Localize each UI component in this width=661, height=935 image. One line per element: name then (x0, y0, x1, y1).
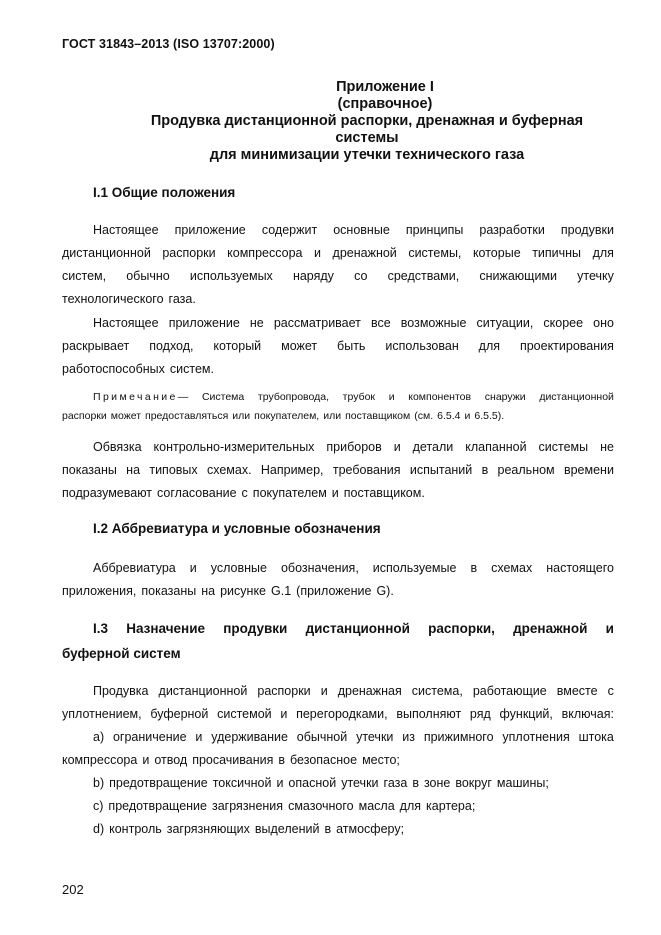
text-line (62, 726, 614, 749)
word: G.1 (271, 584, 292, 598)
word: утечки (356, 730, 394, 744)
text-line (62, 242, 614, 265)
word: буферной (150, 707, 209, 721)
word: приборов (326, 440, 382, 454)
text-line (62, 680, 614, 703)
word: работоспособных (62, 362, 165, 376)
word: поставщиком. (343, 486, 425, 500)
word: трубопровода, (257, 391, 329, 403)
word: разработки (479, 223, 545, 237)
word: времени (563, 463, 614, 477)
word: загрязнения (212, 799, 284, 813)
word: подход, (149, 339, 194, 353)
word: ситуации, (476, 316, 534, 330)
word: опасной (288, 776, 337, 790)
word: зоне (423, 776, 451, 790)
word: загрязняющих (166, 822, 250, 836)
word: в (412, 776, 419, 790)
note-line (62, 388, 614, 407)
word: ограничение (112, 730, 187, 744)
word: место; (362, 753, 400, 767)
word: выделений (254, 822, 320, 836)
word: не (249, 316, 264, 330)
document-header: ГОСТ 31843–2013 (ISO 13707:2000) (62, 37, 275, 51)
word: приложение (168, 316, 240, 330)
word: системы, (408, 246, 462, 260)
word: дистанционной (305, 621, 410, 636)
word: дистанционной (62, 246, 151, 260)
word: содержит (261, 223, 318, 237)
word: согласование (157, 486, 237, 500)
word: показаны (141, 584, 197, 598)
word: не (600, 440, 614, 454)
word: (приложение (296, 584, 372, 598)
paragraph (62, 680, 614, 726)
word: и (605, 621, 614, 636)
word: и (314, 246, 321, 260)
word: требования (332, 463, 401, 477)
word: и (331, 486, 339, 500)
word: может (110, 410, 142, 422)
word: проектирования (519, 339, 614, 353)
word: предоставляться (145, 410, 229, 422)
word: принципы (405, 223, 464, 237)
word: системой (217, 707, 272, 721)
paragraph (62, 557, 614, 603)
annex-name-line2: системы (335, 130, 399, 146)
word: включая: (561, 707, 614, 721)
word: приложения, (62, 584, 137, 598)
word: обычно (126, 269, 170, 283)
word: типичны (532, 246, 582, 260)
word: поставщиком (345, 410, 411, 422)
word: газа. (168, 292, 196, 306)
word: быть (337, 339, 366, 353)
word: обозначения, (280, 561, 359, 575)
annex-name-line1: Продувка дистанционной распорки, дренажная и буферная (150, 113, 584, 129)
word: b) (93, 776, 105, 790)
section-heading-3 (62, 616, 614, 666)
word: показаны (62, 463, 117, 477)
heading-line (62, 616, 614, 641)
word: реальном (497, 463, 555, 477)
section-heading-2: I.2 Аббревиатура и условные обозначения (93, 521, 381, 536)
word: использован (385, 339, 459, 353)
word: из (402, 730, 415, 744)
annex-status: (справочное) (337, 96, 433, 112)
annex-name-line3: для минимизации утечки технического газа (209, 147, 525, 163)
word: продувки (223, 621, 288, 636)
word: Назначение (126, 621, 206, 636)
word: а) (93, 730, 105, 744)
text-line (62, 580, 614, 603)
word: рисунке (220, 584, 267, 598)
word: в (324, 822, 332, 836)
page-number: 202 (62, 882, 84, 897)
list-item-b (62, 772, 614, 795)
word: (см. (414, 410, 434, 422)
word: — (177, 391, 189, 403)
word: дренажной (332, 246, 397, 260)
word: и (320, 684, 328, 698)
paragraph (62, 312, 614, 381)
word: испытаний (409, 463, 473, 477)
word: дренажной (513, 621, 588, 636)
word: на (201, 584, 216, 598)
word: газа (383, 776, 408, 790)
word: G). (376, 584, 394, 598)
text-line (62, 459, 614, 482)
word: выполняют (396, 707, 462, 721)
word: распорки (257, 684, 311, 698)
text-line (62, 335, 614, 358)
word: Настоящее (93, 316, 159, 330)
word: утечку (577, 269, 614, 283)
word: Настоящее (93, 223, 159, 237)
word: для (478, 339, 501, 353)
word: обычной (296, 730, 348, 744)
word: c) (93, 799, 104, 813)
word: используемых (189, 269, 273, 283)
word: компрессора (227, 246, 303, 260)
word: прижимного (423, 730, 494, 744)
word: которые (472, 246, 521, 260)
text-line (62, 219, 614, 242)
text-line (62, 557, 614, 580)
list-item-d (62, 818, 614, 841)
heading-line: буферной систем (62, 646, 181, 661)
word: машины; (496, 776, 549, 790)
word: схемах (491, 561, 533, 575)
word: рассматривает (273, 316, 361, 330)
word: уплотнением, (62, 707, 142, 721)
text-line (62, 312, 614, 335)
word: скорее (543, 316, 584, 330)
text-line (62, 358, 614, 381)
word: основные (333, 223, 390, 237)
text-line (62, 288, 614, 311)
word: который (213, 339, 262, 353)
word: Система (201, 391, 245, 403)
text-line (62, 482, 614, 505)
word: все (371, 316, 391, 330)
word: отвод (154, 753, 188, 767)
list-item-c (62, 795, 614, 818)
word: и (276, 776, 284, 790)
word: удерживание (211, 730, 288, 744)
word: для (592, 246, 614, 260)
word: и (464, 410, 471, 422)
annex-title-block (62, 79, 614, 164)
word: перегородками, (296, 707, 388, 721)
paragraph (62, 436, 614, 505)
word: систем. (169, 362, 214, 376)
word: предотвращение (108, 799, 207, 813)
word: утечки (341, 776, 379, 790)
word: и (393, 440, 401, 454)
word: покупателем (252, 486, 327, 500)
word: вместе (556, 684, 598, 698)
word: компонентов (408, 391, 472, 403)
list-item-a (62, 726, 614, 772)
word: безопасное (290, 753, 358, 767)
word: атмосферу; (336, 822, 405, 836)
word: со (354, 269, 368, 283)
text-line (62, 265, 614, 288)
word: и (388, 391, 395, 403)
word: работающие (472, 684, 547, 698)
word: 6.5.4 (437, 410, 461, 422)
word: систем, (62, 269, 107, 283)
word: технологического (62, 292, 164, 306)
word: штока (578, 730, 614, 744)
word: d) (93, 822, 105, 836)
word: системы (538, 440, 589, 454)
word: компрессора (62, 753, 138, 767)
word: 6.5.5). (474, 410, 505, 422)
word: типовых (149, 463, 198, 477)
word: наряду (292, 269, 334, 283)
word: настоящего (546, 561, 614, 575)
word: трубок (342, 391, 376, 403)
word: вокруг (455, 776, 492, 790)
text-line (62, 818, 614, 841)
note-line (62, 407, 614, 426)
word: распорки (162, 246, 216, 260)
word: в (278, 753, 286, 767)
annex-title: Приложение I (336, 79, 434, 95)
word: и (142, 753, 150, 767)
word: дистанционной (539, 391, 614, 403)
word: приложение (174, 223, 246, 237)
word: контрольно-измерительных (153, 440, 315, 454)
word: в (470, 561, 478, 575)
note-label: Примечание (93, 391, 178, 403)
word: оно (593, 316, 614, 330)
text-line (62, 749, 614, 772)
note (62, 388, 614, 426)
word: может (281, 339, 318, 353)
word: и (189, 561, 197, 575)
word: для (399, 799, 422, 813)
text-line (62, 772, 614, 795)
word: просачивания (192, 753, 274, 767)
word: клапанной (465, 440, 527, 454)
word: ряд (469, 707, 491, 721)
word: Обвязка (93, 440, 142, 454)
word: уплотнения (502, 730, 570, 744)
word: или (232, 410, 251, 422)
text-line (62, 795, 614, 818)
word: токсичной (212, 776, 272, 790)
word: условные (210, 561, 267, 575)
word: функций, (499, 707, 553, 721)
word: покупателем, (254, 410, 320, 422)
word: распорки, (428, 621, 495, 636)
word: с (241, 486, 248, 500)
text-line (62, 703, 614, 726)
word: контроль (109, 822, 162, 836)
word: предотвращение (109, 776, 208, 790)
word: и (195, 730, 203, 744)
word: снижающими (479, 269, 558, 283)
word: картера; (426, 799, 476, 813)
word: схемах. (206, 463, 252, 477)
section-heading-1: I.1 Общие положения (93, 185, 236, 200)
word: и (280, 707, 288, 721)
word: снаружи (484, 391, 526, 403)
paragraph (62, 219, 614, 311)
word: используемые (372, 561, 457, 575)
word: детали (412, 440, 454, 454)
word: смазочного (288, 799, 354, 813)
note-text (178, 388, 614, 407)
word: раскрывает (62, 339, 130, 353)
word: Продувка (93, 684, 149, 698)
word: возможные (400, 316, 467, 330)
word: с (607, 684, 614, 698)
word: система, (411, 684, 463, 698)
text-line (62, 436, 614, 459)
word: распорки (62, 410, 107, 422)
word: в (481, 463, 489, 477)
word: дистанционной (158, 684, 248, 698)
word: Например, (260, 463, 324, 477)
word: I.3 (93, 621, 109, 636)
word: на (126, 463, 141, 477)
word: подразумевают (62, 486, 153, 500)
word: масла (358, 799, 395, 813)
word: или (323, 410, 342, 422)
word: продувки (560, 223, 614, 237)
word: средствами, (387, 269, 460, 283)
word: Аббревиатура (93, 561, 176, 575)
word: дренажная (337, 684, 402, 698)
